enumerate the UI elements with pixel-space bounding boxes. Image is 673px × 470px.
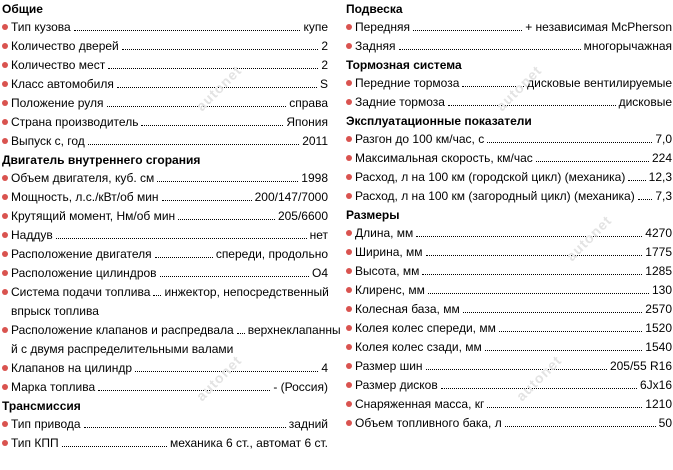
leader-dots [487, 395, 642, 408]
spec-row [346, 281, 672, 300]
leader-dots [157, 169, 298, 182]
bullet-icon [2, 43, 8, 49]
leader-dots [505, 414, 656, 427]
leader-dots [485, 338, 643, 351]
spec-value: дисковые [618, 95, 672, 109]
leader-dots [237, 321, 245, 334]
spec-row [2, 434, 328, 453]
spec-label: Мощность, л.с./кВт/об мин [11, 190, 159, 204]
spec-value: 2570 [645, 302, 672, 316]
spec-row [2, 264, 328, 283]
spec-row [346, 319, 672, 338]
spec-value: дисковые вентилируемые [527, 76, 672, 90]
spec-label: Задние тормоза [355, 95, 445, 109]
spec-value: 50 [658, 416, 672, 430]
spec-label: Ширина, мм [355, 245, 423, 259]
spec-row [346, 37, 672, 56]
leader-dots [178, 207, 275, 220]
spec-value: справа [289, 96, 328, 110]
watermark-logo: autonet [512, 351, 565, 405]
leader-dots [98, 378, 270, 391]
engine-rows [2, 169, 328, 283]
leader-dots [399, 37, 581, 50]
spec-value: 2011 [302, 134, 328, 148]
leader-dots [141, 113, 283, 126]
spec-label: Количество дверей [11, 39, 119, 53]
spec-label: Максимальная скорость, км/час [355, 151, 533, 165]
spec-label: Расположение цилиндров [11, 266, 157, 280]
bullet-icon [346, 99, 352, 105]
spec-row [2, 37, 328, 56]
spec-label: Колея колес сзади, мм [355, 340, 482, 354]
spec-row [2, 56, 328, 75]
spec-row [346, 338, 672, 357]
section-title-dimensions: Размеры [346, 208, 400, 222]
section-title-transmission: Трансмиссия [2, 399, 81, 413]
bullet-icon [346, 136, 352, 142]
spec-value: Япония [286, 115, 328, 129]
spec-label: Высота, мм [355, 264, 420, 278]
bullet-icon [346, 193, 352, 199]
bullet-icon [346, 43, 352, 49]
bullet-icon [346, 363, 352, 369]
bullet-icon [346, 287, 352, 293]
spec-row [2, 94, 328, 113]
spec-value: 2 [321, 58, 328, 72]
spec-row [2, 75, 328, 94]
spec-value: задний [288, 417, 328, 431]
watermark-logo: autonet [192, 351, 245, 405]
watermark-logo: autonet [492, 61, 545, 115]
spec-value: 4270 [645, 226, 672, 240]
leader-dots [84, 415, 286, 428]
spec-label: Разгон до 100 км/час, с [355, 132, 485, 146]
bullet-icon [346, 24, 352, 30]
spec-row [346, 187, 672, 206]
spec-row [346, 243, 672, 262]
spec-label: Объем двигателя, куб. см [11, 171, 155, 185]
leader-dots [426, 357, 607, 370]
spec-value: 224 [651, 151, 672, 165]
spec-row [346, 376, 672, 395]
spec-value: 1520 [645, 321, 672, 335]
spec-row [2, 169, 328, 188]
leader-dots [56, 226, 307, 239]
general-rows [2, 18, 328, 151]
spec-label: Снаряженная масса, кг [355, 397, 485, 411]
spec-value-continuation: й с двумя распределительными валами [11, 342, 234, 356]
watermark-logo: autonet [192, 61, 245, 115]
spec-row [346, 414, 672, 433]
bullet-icon [2, 440, 8, 446]
bullet-icon [2, 251, 8, 257]
section-title-suspension: Подвеска [346, 2, 403, 16]
spec-label: Класс автомобиля [11, 77, 114, 91]
bullet-icon [346, 155, 352, 161]
section-title-engine: Двигатель внутреннего сгорания [2, 153, 201, 167]
spec-value: спереди, продольно [215, 247, 328, 261]
spec-row [346, 300, 672, 319]
bullet-icon [2, 138, 8, 144]
leader-dots [463, 300, 643, 313]
bullet-icon [2, 327, 8, 333]
spec-value: купе [303, 20, 328, 34]
spec-label: Расход, л на 100 км (загородный цикл) (механика) [355, 189, 635, 203]
spec-value: нет [309, 228, 328, 242]
spec-value: 12,3 [648, 170, 672, 184]
leader-dots [628, 168, 645, 181]
spec-label: Крутящий момент, Нм/об мин [11, 209, 176, 223]
spec-label: Задняя [355, 39, 396, 53]
bullet-icon [346, 230, 352, 236]
spec-label: Длина, мм [355, 226, 414, 240]
spec-row [346, 262, 672, 281]
spec-value: 1775 [645, 245, 672, 259]
section-title-general: Общие [2, 2, 43, 16]
spec-label: Размер дисков [355, 378, 438, 392]
bullet-icon [2, 62, 8, 68]
watermark-logo: autonet [562, 211, 615, 265]
spec-row [2, 18, 328, 37]
spec-row [346, 224, 672, 243]
spec-row [2, 245, 328, 264]
spec-row [2, 188, 328, 207]
spec-label: Расположение клапанов и распредвала [11, 323, 234, 337]
spec-label: Клиренс, мм [355, 283, 425, 297]
leader-dots [448, 93, 616, 106]
leader-dots [122, 37, 319, 50]
dimensions-rows [346, 224, 672, 433]
bullet-icon [346, 344, 352, 350]
bullet-icon [346, 306, 352, 312]
transmission-rows [2, 415, 328, 453]
leader-dots [88, 132, 299, 145]
leader-dots [422, 262, 642, 275]
spec-label: Система подачи топлива [11, 285, 151, 299]
spec-row [2, 207, 328, 226]
bullet-icon [346, 80, 352, 86]
spec-label: Передние тормоза [355, 76, 460, 90]
spec-value: 6Jx16 [639, 378, 672, 392]
spec-row [2, 113, 328, 132]
spec-row [2, 378, 328, 397]
suspension-rows [346, 18, 672, 56]
spec-value: - (Россия) [273, 380, 328, 394]
leader-dots [428, 281, 649, 294]
spec-value: 4 [321, 361, 328, 375]
bullet-icon [2, 365, 8, 371]
spec-value: 1210 [645, 397, 672, 411]
spec-value: 205/55 R16 [609, 359, 672, 373]
spec-row [346, 395, 672, 414]
bullet-icon [2, 232, 8, 238]
leader-dots [499, 319, 642, 332]
bullet-icon [2, 81, 8, 87]
spec-value: 7,0 [655, 132, 672, 146]
bullet-icon [2, 289, 8, 295]
spec-label: Тип КПП [11, 436, 59, 450]
right-column [346, 0, 672, 433]
spec-label: Расход, л на 100 км (городской цикл) (механика) [355, 170, 626, 184]
spec-value: 200/147/7000 [254, 190, 328, 204]
spec-label: Клапанов на цилиндр [11, 361, 133, 375]
spec-value: 130 [651, 283, 672, 297]
spec-label: Колесная база, мм [355, 302, 460, 316]
spec-value: 1998 [301, 171, 328, 185]
spec-row-valves-layout [2, 321, 341, 359]
bullet-icon [2, 100, 8, 106]
spec-label: Марка топлива [11, 380, 96, 394]
spec-label: Объем топливного бака, л [355, 416, 502, 430]
bullet-icon [2, 119, 8, 125]
bullet-icon [346, 382, 352, 388]
spec-row [346, 168, 672, 187]
spec-value: 1540 [645, 340, 672, 354]
spec-row-fuel-system [2, 283, 328, 321]
leader-dots [162, 188, 252, 201]
leader-dots [160, 264, 309, 277]
spec-value: механика 6 ст., автомат 6 ст. [169, 436, 328, 450]
bullet-icon [2, 175, 8, 181]
spec-row [2, 415, 328, 434]
leader-dots [638, 187, 653, 200]
spec-label: Положение руля [11, 96, 104, 110]
spec-row [346, 149, 672, 168]
bullet-icon [2, 384, 8, 390]
spec-row [346, 130, 672, 149]
spec-value: инжектор, непосредственный [164, 285, 329, 299]
spec-value: 205/6600 [277, 209, 328, 223]
spec-row [346, 357, 672, 376]
spec-label: Наддув [11, 228, 53, 242]
bullet-icon [346, 249, 352, 255]
leader-dots [426, 243, 643, 256]
leader-dots [62, 434, 167, 447]
leader-dots [487, 130, 652, 143]
spec-label: Выпуск с, год [11, 134, 85, 148]
bullet-icon [346, 174, 352, 180]
bullet-icon [2, 24, 8, 30]
spec-row [346, 18, 672, 37]
leader-dots [536, 149, 649, 162]
bullet-icon [346, 401, 352, 407]
spec-label: Колея колес спереди, мм [355, 321, 496, 335]
spec-row [2, 359, 328, 378]
spec-row [2, 132, 328, 151]
leader-dots [153, 283, 161, 296]
section-title-performance: Эксплуатационные показатели [346, 114, 532, 128]
spec-label: Страна производитель [11, 115, 139, 129]
bullet-icon [346, 420, 352, 426]
spec-value-continuation: впрыск топлива [11, 304, 99, 318]
spec-label: Передняя [355, 20, 411, 34]
bullet-icon [346, 325, 352, 331]
spec-row [2, 226, 328, 245]
leader-dots [74, 18, 301, 31]
spec-value: 1285 [645, 264, 672, 278]
leader-dots [413, 18, 522, 31]
left-column [2, 0, 341, 453]
bullet-icon [346, 268, 352, 274]
spec-label: Тип кузова [11, 20, 71, 34]
bullet-icon [2, 270, 8, 276]
spec-value: O4 [311, 266, 328, 280]
spec-value: верхнеклапанны [247, 323, 341, 337]
spec-label: Тип привода [11, 417, 81, 431]
engine-rows-2 [2, 359, 328, 397]
spec-value: 7,3 [655, 189, 672, 203]
leader-dots [155, 245, 213, 258]
bullet-icon [2, 213, 8, 219]
spec-label: Размер шин [355, 359, 423, 373]
spec-label: Количество мест [11, 58, 106, 72]
bullet-icon [2, 194, 8, 200]
spec-value: 2 [321, 39, 328, 53]
performance-rows [346, 130, 672, 206]
spec-value: + независимая McPherson [525, 20, 672, 34]
spec-label: Расположение двигателя [11, 247, 152, 261]
spec-value: многорычажная [583, 39, 672, 53]
section-title-brakes: Тормозная система [346, 58, 462, 72]
bullet-icon [2, 421, 8, 427]
leader-dots [108, 56, 318, 69]
spec-value: S [319, 77, 328, 91]
